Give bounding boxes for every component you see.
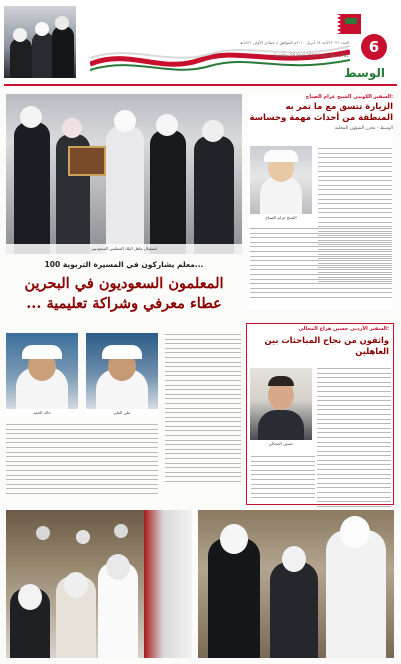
bahrain-flag-icon [327, 14, 361, 34]
article2-title: واثقون من نجاح المباحثات بين العاهلين [264, 335, 389, 356]
main-photo [6, 94, 242, 254]
dateline: العدد ٢٠٢١ الأحد ١٨ أبريل ٢٠١٠م الموافق ٤ جمادى الأولى ١٤٣١هـ Sunday 18 April 2010, Issue No. 2781 [239, 40, 349, 58]
article1-photo-caption: الشيخ عزام الصباح [250, 214, 312, 222]
left-column-text [6, 424, 158, 498]
headline-kicker: 100 معلم يشاركون في المسيرة التربوية... [44, 260, 204, 269]
bottom-left-photo [6, 510, 192, 658]
teacher-photo-right [86, 333, 158, 417]
article1-title: الزيارة تتسق مع ما تمر به المنطقة من أحداث مهمة وحساسة [249, 102, 393, 123]
page-number: 6 [361, 34, 387, 60]
teacher-photo-right-caption: علي العلي [86, 409, 158, 417]
article1-kicker: السفير الكويتي الشيخ عزام الصباح: [305, 94, 393, 100]
article1-byline: الوسط - محرر الشؤون المحلية [334, 126, 393, 131]
article1-photo [250, 146, 312, 222]
article2-photo-caption: حسين المجالي [250, 440, 312, 448]
newspaper-logo: الوسط [344, 66, 385, 80]
article2-photo [250, 368, 312, 448]
article2-body-lower [251, 456, 315, 502]
portrait-banner [144, 510, 192, 658]
main-headline [6, 274, 242, 314]
masthead-photo [4, 6, 76, 78]
headline-line-1: المعلمون السعوديون في البحرين [24, 275, 224, 292]
article2-body [317, 368, 391, 515]
teacher-photo-left [6, 333, 78, 417]
article2-kicker: السفير الأردني حسين هزاع المجالي: [298, 326, 389, 332]
headline-line-2: ... عطاء معرفي وشراكة تعليمية [26, 295, 222, 312]
bottom-right-photo [198, 510, 394, 658]
main-photo-caption: استقبال عاهل البلاد المعلمين السعوديين [6, 244, 242, 254]
article1-body-lower [250, 228, 392, 302]
masthead [0, 0, 401, 88]
teacher-photo-left-caption: خالد الحمد [6, 409, 78, 417]
middle-column-text [165, 334, 241, 486]
masthead-rule [4, 84, 397, 86]
